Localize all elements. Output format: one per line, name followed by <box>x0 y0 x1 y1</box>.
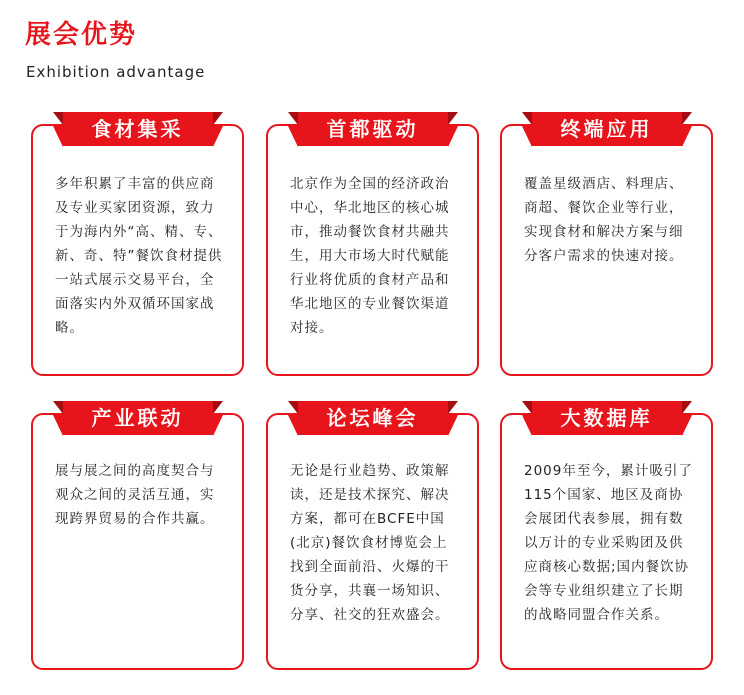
card-description: 覆盖星级酒店、料理店、商超、餐饮企业等行业，实现食材和解决方案与细分客户需求的快速对接。 <box>524 176 684 264</box>
card-description: 展与展之间的高度契合与观众之间的灵活互通，实现跨界贸易的合作共赢。 <box>55 463 215 527</box>
card-title: 首都驱动 <box>298 112 448 146</box>
card-title: 食材集采 <box>63 112 213 146</box>
ribbon-fold <box>448 112 458 125</box>
ribbon-fold <box>213 401 223 414</box>
card-description: 2009年至今，累计吸引了115个国家、地区及商协会展团代表参展，拥有数以万计的专业采购团及供应商核心数据;国内餐饮协会等专业组织建立了长期的战略同盟合作关系。 <box>524 463 693 623</box>
card-description: 多年积累了丰富的供应商及专业买家团资源，致力于为海内外“高、精、专、新、奇、特”餐饮食材提供一站式展示交易平台，全面落实内外双循环国家战略。 <box>55 176 223 336</box>
page-subtitle: Exhibition advantage <box>26 63 206 81</box>
advantage-card-forum-summit <box>266 406 479 670</box>
ribbon-fold <box>682 112 692 125</box>
ribbon-fold <box>682 401 692 414</box>
ribbon-fold <box>522 112 532 125</box>
ribbon-fold <box>53 401 63 414</box>
advantage-card-big-database <box>500 406 713 670</box>
card-description: 无论是行业趋势、政策解读，还是技术探究、解决方案，都可在BCFE中国(北京)餐饮食材博览会上找到全面前沿、火爆的干货分享，共襄一场知识、分享、社交的狂欢盛会。 <box>290 463 450 623</box>
ribbon-fold <box>448 401 458 414</box>
ribbon-fold <box>288 112 298 125</box>
advantage-card-food-procurement <box>31 117 244 376</box>
ribbon-fold <box>288 401 298 414</box>
ribbon-fold <box>213 112 223 125</box>
ribbon-fold <box>522 401 532 414</box>
card-title: 论坛峰会 <box>298 401 448 435</box>
advantage-card-terminal-application <box>500 117 713 376</box>
ribbon-fold <box>53 112 63 125</box>
card-title: 终端应用 <box>532 112 682 146</box>
advantage-card-capital-driven <box>266 117 479 376</box>
card-description: 北京作为全国的经济政治中心，华北地区的核心城市，推动餐饮食材共融共生，用大市场大时代赋能行业将优质的食材产品和华北地区的专业餐饮渠道对接。 <box>290 176 450 336</box>
card-title: 产业联动 <box>63 401 213 435</box>
advantage-card-industry-linkage <box>31 406 244 670</box>
page-title: 展会优势 <box>25 20 138 50</box>
card-title: 大数据库 <box>532 401 682 435</box>
